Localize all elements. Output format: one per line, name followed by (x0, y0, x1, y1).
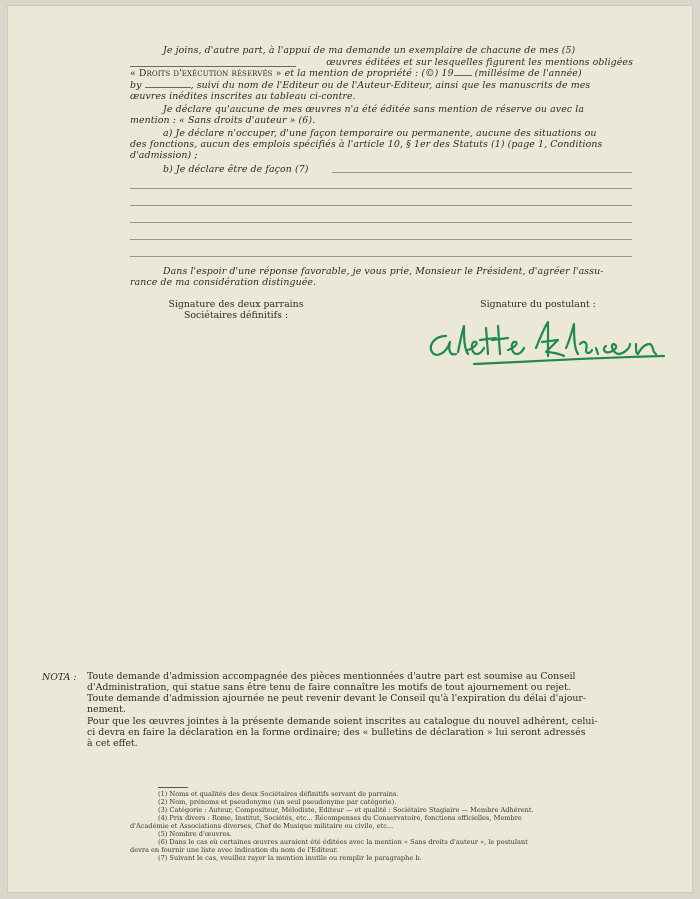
footnote-6-cont: devra en fournir une liste avec indication du nom de l'Editeur. (130, 846, 338, 854)
closing-line2: rance de ma considération distinguée. (130, 277, 317, 288)
footnote-4: (4) Prix divers : Rome, Institut, Sociétés, etc... Récompenses du Conservatoire, fonctions officielles, Membre (158, 814, 522, 822)
para1-line4-text: , suivi du nom de l'Editeur ou de l'Auteur-Editeur, ainsi que les manuscrits de mes (190, 80, 591, 91)
footnote-7: (7) Suivant le cas, veuillez rayer la mention inutile ou remplir le paragraphe b. (158, 854, 422, 862)
blank-line-3[interactable] (130, 205, 632, 206)
para1-line1: Je joins, d'autre part, à l'appui de ma demande un exemplaire de chacune de mes (5) (163, 45, 576, 56)
footnote-6: (6) Dans le cas où certaines œuvres auraient été éditées avec la mention « Sans droits d'auteur », le postulant (158, 838, 528, 846)
para2-line2: mention : « Sans droits d'auteur » (6). (130, 115, 316, 126)
para1-line2-text: œuvres éditées et sur lesquelles figurent les mentions obligées (326, 57, 633, 68)
blank-line-6[interactable] (130, 256, 632, 257)
footnotes-rule (158, 787, 188, 788)
sponsors-signature-label (150, 299, 322, 321)
para2-line1: Je déclare qu'aucune de mes œuvres n'a été éditée sans mention de réserve ou avec la (163, 104, 585, 115)
para1-line3 (130, 68, 633, 79)
nota-line6: ci devra en faire la déclaration en la forme ordinaire; des « bulletins de déclaration » lui seront adressés (87, 727, 586, 738)
para1-line4 (130, 80, 633, 91)
sponsors-label-line1: Signature des deux parrains (168, 299, 304, 310)
applicant-handwritten-signature (424, 318, 684, 376)
nota-line4: nement. (87, 704, 126, 715)
footnote-3: (3) Catégorie : Auteur, Compositeur, Mélodiste, Editeur — et qualité : Sociétaire Stagiaire — Membre Adhérent. (158, 806, 534, 814)
footnote-2: (2) Nom, prénoms et pseudonyme (un seul pseudonyme par catégorie). (158, 798, 397, 806)
nota-line3: Toute demande d'admission ajournée ne peut revenir devant le Conseil qu'à l'expiration du délai d'ajour- (87, 693, 587, 704)
blank-line-1[interactable] (332, 172, 632, 173)
closing-line1: Dans l'espoir d'une réponse favorable, je vous prie, Monsieur le Président, d'agréer l'assu- (163, 266, 604, 277)
para1-line5: œuvres inédites inscrites au tableau ci-contre. (130, 91, 356, 102)
nota-line7: à cet effet. (87, 738, 138, 749)
blank-year (454, 69, 472, 76)
mention-propriete-text: et la mention de propriété : (©) 19 (284, 68, 454, 79)
para3-line1: a) Je déclare n'occuper, d'une façon temporaire ou permanente, aucune des situations ou (163, 128, 597, 139)
blank-line-4[interactable] (130, 222, 632, 223)
blank-line-5[interactable] (130, 239, 632, 240)
nota-heading: NOTA : (42, 672, 77, 683)
blank-works-count (130, 60, 296, 67)
para4-line1: b) Je déclare être de façon (7) (163, 164, 309, 175)
footnote-1: (1) Noms et qualités des deux Sociétaires définitifs servant de parrains. (158, 790, 399, 798)
footnote-4-cont: d'Académie et Associations diverses, Chef de Musique militaire ou civile, etc... (130, 822, 394, 830)
para3-line3: d'admission) ; (130, 150, 198, 161)
sponsors-label-line2: Sociétaires définitifs : (183, 310, 289, 321)
para1-line2 (130, 57, 633, 68)
droits-reserves-text: « Droits d'exécution réservés » (130, 68, 282, 79)
nota-line2: d'Administration, qui statue sans être tenu de faire connaître les motifs de tout ajournement ou rejet. (87, 682, 571, 693)
nota-line5: Pour que les œuvres jointes à la présente demande soient inscrites au catalogue du nouvel adhérent, celui- (87, 716, 598, 727)
nota-line1: Toute demande d'admission accompagnée des pièces mentionnées d'autre part est soumise au Conseil (87, 671, 576, 682)
blank-by (145, 81, 191, 88)
applicant-signature-label: Signature du postulant : (480, 299, 596, 310)
footnote-5: (5) Nombre d'œuvres. (158, 830, 232, 838)
by-text: by (130, 80, 142, 91)
millesime-text: (millésime de l'année) (474, 68, 582, 79)
para3-line2: des fonctions, aucun des emplois spécifiés à l'article 10, § 1er des Statuts (1) (page 1, Conditions (130, 139, 603, 150)
blank-line-2[interactable] (130, 188, 632, 189)
